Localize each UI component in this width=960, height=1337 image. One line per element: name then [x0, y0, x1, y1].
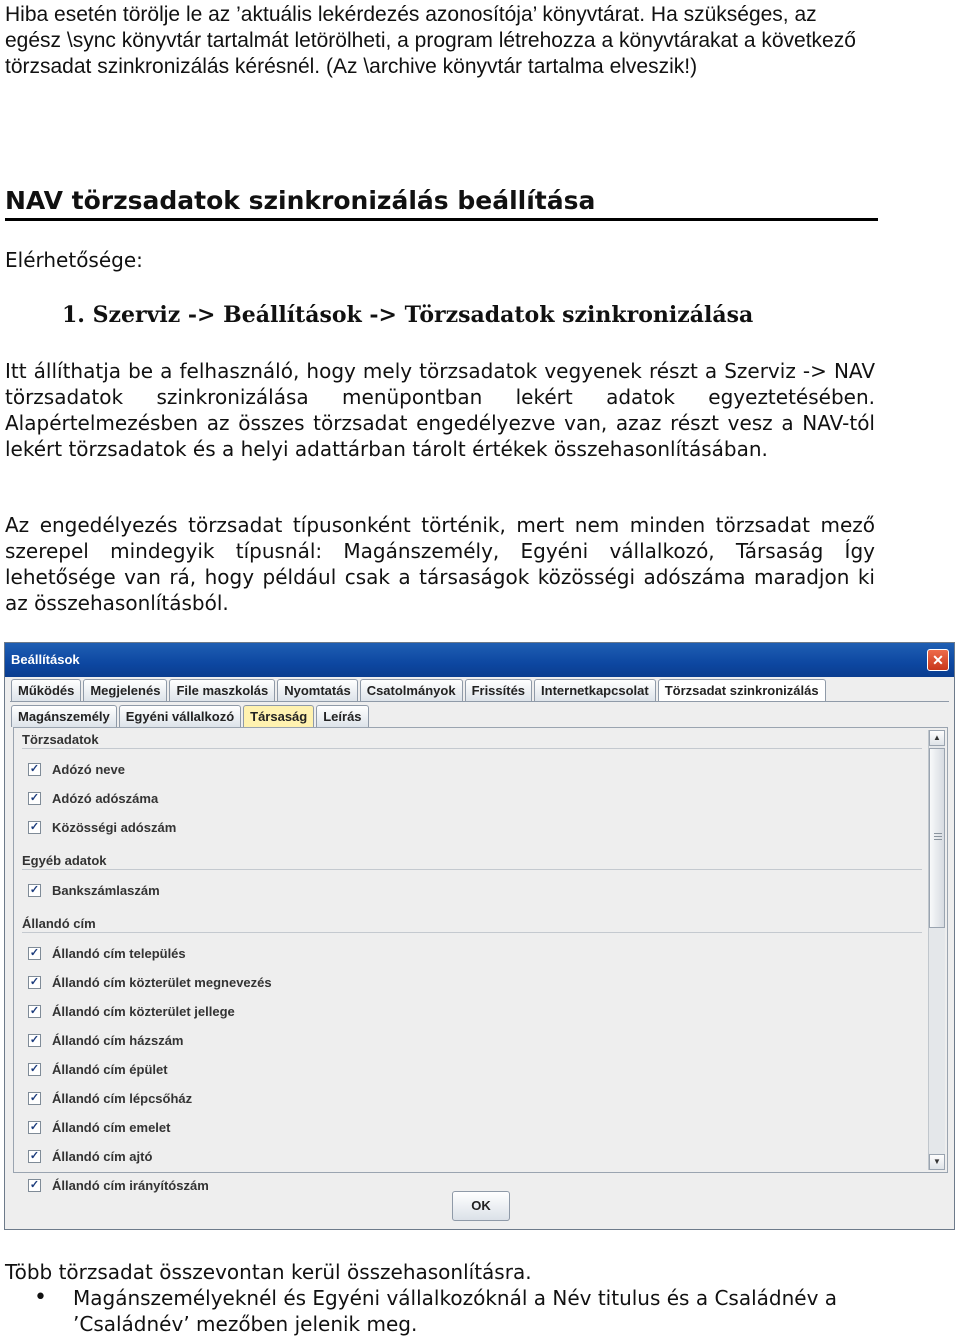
subtab-tarsasag[interactable]: Társaság — [243, 705, 314, 727]
checkbox-adozo-neve[interactable]: ✓ — [29, 762, 40, 775]
checkbox-row[interactable] — [28, 944, 186, 962]
paragraph-settings-description: Itt állíthatja be a felhasználó, hogy mely törzsadatok vegyenek részt a Szerviz -> NAV törzsadatok szinkronizálása menüpontban lekért adatok egyeztetésében. Alapértelmezésben az összes törzsadat engedélyezve van, azaz részt vesz a NAV-tól lekért törzsadatok és a helyi adattárban tárolt értékek összehasonlításában. — [5, 359, 875, 461]
group-title-allando-cim: Állandó cím — [22, 916, 96, 931]
checkbox-row[interactable] — [28, 1060, 168, 1078]
intro-paragraph: Hiba esetén törölje le az ’aktuális lekérdezés azonosítója’ könyvtárat. Ha szükséges, az egész \sync könyvtár tartalmát letörölheti, a program létrehozza a könyvtárakat a következő törzsadat szinkronizálás kérésnél. (Az \archive könyvtár tartalma elveszik!) — [5, 3, 856, 78]
checkbox-row[interactable] — [28, 1031, 183, 1049]
checkbox-row[interactable] — [28, 1147, 152, 1165]
ok-button[interactable]: OK — [452, 1191, 510, 1221]
sub-tab-bar — [11, 705, 369, 727]
checkbox-row[interactable] — [28, 881, 160, 899]
subtab-maganszemely[interactable]: Magánszemély — [11, 705, 117, 727]
checkbox-allando-cim-epulet[interactable]: ✓ — [29, 1062, 40, 1075]
step-text: Szerviz -> Beállítások -> Törzsadatok szinkronizálása — [92, 302, 754, 328]
main-tab-bar — [11, 679, 826, 701]
subtab-egyeni-vallalkozo[interactable]: Egyéni vállalkozó — [119, 705, 241, 727]
tab-internetkapcsolat[interactable]: Internetkapcsolat — [534, 679, 656, 701]
scroll-up-icon[interactable]: ▲ — [929, 730, 945, 746]
tab-mukodes[interactable]: Működés — [11, 679, 81, 701]
checkbox-row[interactable] — [28, 1002, 235, 1020]
group-title-egyeb-adatok: Egyéb adatok — [22, 853, 107, 868]
checkbox-allando-cim-telepules[interactable]: ✓ — [29, 946, 40, 959]
checkbox-row[interactable] — [28, 1089, 192, 1107]
bullet-text: Magánszemélyeknél és Egyéni vállalkozóknál a Név titulus és a Családnév a ’Családnév’ mezőben jelenik meg. — [73, 1286, 838, 1336]
dialog-titlebar — [5, 643, 954, 677]
checkbox-label: Állandó cím közterület megnevezés — [52, 974, 272, 990]
checkbox-row[interactable] — [28, 1118, 170, 1136]
checkbox-allando-cim-hazszam[interactable]: ✓ — [29, 1033, 40, 1046]
tab-csatolmanyok[interactable]: Csatolmányok — [360, 679, 463, 701]
settings-dialog — [4, 642, 955, 1230]
tab-megjelenes[interactable]: Megjelenés — [83, 679, 167, 701]
scroll-thumb[interactable] — [929, 748, 945, 928]
checkbox-label: Bankszámlaszám — [52, 882, 160, 898]
step-item — [62, 300, 753, 330]
checkbox-label: Állandó cím ajtó — [52, 1148, 153, 1164]
checkbox-kozossegi-adoszam[interactable]: ✓ — [29, 820, 40, 833]
step-number: 1. — [62, 302, 85, 328]
paragraph-merged: Több törzsadat összevontan kerül összehasonlításra. — [5, 1260, 532, 1284]
checkbox-label: Állandó cím település — [52, 945, 186, 961]
vertical-scrollbar[interactable] — [928, 730, 945, 1170]
checkbox-list — [16, 730, 926, 1193]
close-icon[interactable]: ✕ — [927, 649, 949, 671]
paragraph-type-description: Az engedélyezés törzsadat típusonként történik, mert nem minden törzsadat mező szerepel mindegyik típusnál: Magánszemély, Egyéni vállalkozó, Társaság Így lehetősége van rá, hogy például csak a társaságok közösségi adószáma maradjon ki az összehasonlításból. — [5, 513, 875, 615]
tab-nyomtatas[interactable]: Nyomtatás — [277, 679, 357, 701]
checkbox-row[interactable] — [28, 760, 125, 778]
checkbox-label: Állandó cím épület — [52, 1061, 168, 1077]
checkbox-label: Állandó cím közterület jellege — [52, 1003, 235, 1019]
bullet-icon: • — [34, 1285, 47, 1310]
checkbox-allando-cim-iranyitoszam[interactable]: ✓ — [29, 1178, 40, 1191]
checkbox-allando-cim-emelet[interactable]: ✓ — [29, 1120, 40, 1133]
tab-torzsadat-szinkronizalas[interactable]: Törzsadat szinkronizálás — [658, 679, 826, 701]
checkbox-row[interactable] — [28, 818, 176, 836]
group-divider — [22, 932, 922, 933]
settings-panel — [13, 727, 948, 1193]
checkbox-row[interactable] — [28, 1176, 209, 1194]
checkbox-label: Adózó neve — [52, 761, 125, 777]
section-heading: NAV törzsadatok szinkronizálás beállítása — [5, 186, 878, 221]
group-divider — [22, 869, 922, 870]
tab-frissites[interactable]: Frissítés — [465, 679, 532, 701]
checkbox-label: Állandó cím házszám — [52, 1032, 184, 1048]
subtab-leiras[interactable]: Leírás — [316, 705, 368, 727]
access-label: Elérhetősége: — [5, 248, 143, 272]
checkbox-label: Állandó cím lépcsőház — [52, 1090, 193, 1106]
checkbox-row[interactable] — [28, 789, 158, 807]
group-title-torzsadatok: Törzsadatok — [22, 732, 99, 747]
checkbox-row[interactable] — [28, 973, 272, 991]
checkbox-bankszamlaszam[interactable]: ✓ — [29, 883, 40, 896]
checkbox-allando-cim-lepcsohaz[interactable]: ✓ — [29, 1091, 40, 1104]
steps-list — [62, 300, 753, 330]
group-divider — [22, 748, 922, 749]
checkbox-allando-cim-ajto[interactable]: ✓ — [29, 1149, 40, 1162]
grip-icon — [934, 833, 942, 841]
checkbox-allando-cim-kozterulet-megnevezes[interactable]: ✓ — [29, 975, 40, 988]
checkbox-adozo-adoszama[interactable]: ✓ — [29, 791, 40, 804]
checkbox-label: Adózó adószáma — [52, 790, 159, 806]
checkbox-label: Állandó cím emelet — [52, 1119, 171, 1135]
checkbox-label: Közösségi adószám — [52, 819, 177, 835]
checkbox-label: Állandó cím irányítószám — [52, 1177, 209, 1193]
tab-file-maszkolas[interactable]: File maszkolás — [169, 679, 275, 701]
dialog-title: Beállítások — [11, 652, 80, 667]
scroll-down-icon[interactable]: ▼ — [929, 1154, 945, 1170]
checkbox-allando-cim-kozterulet-jellege[interactable]: ✓ — [29, 1004, 40, 1017]
tab-divider — [10, 701, 949, 702]
